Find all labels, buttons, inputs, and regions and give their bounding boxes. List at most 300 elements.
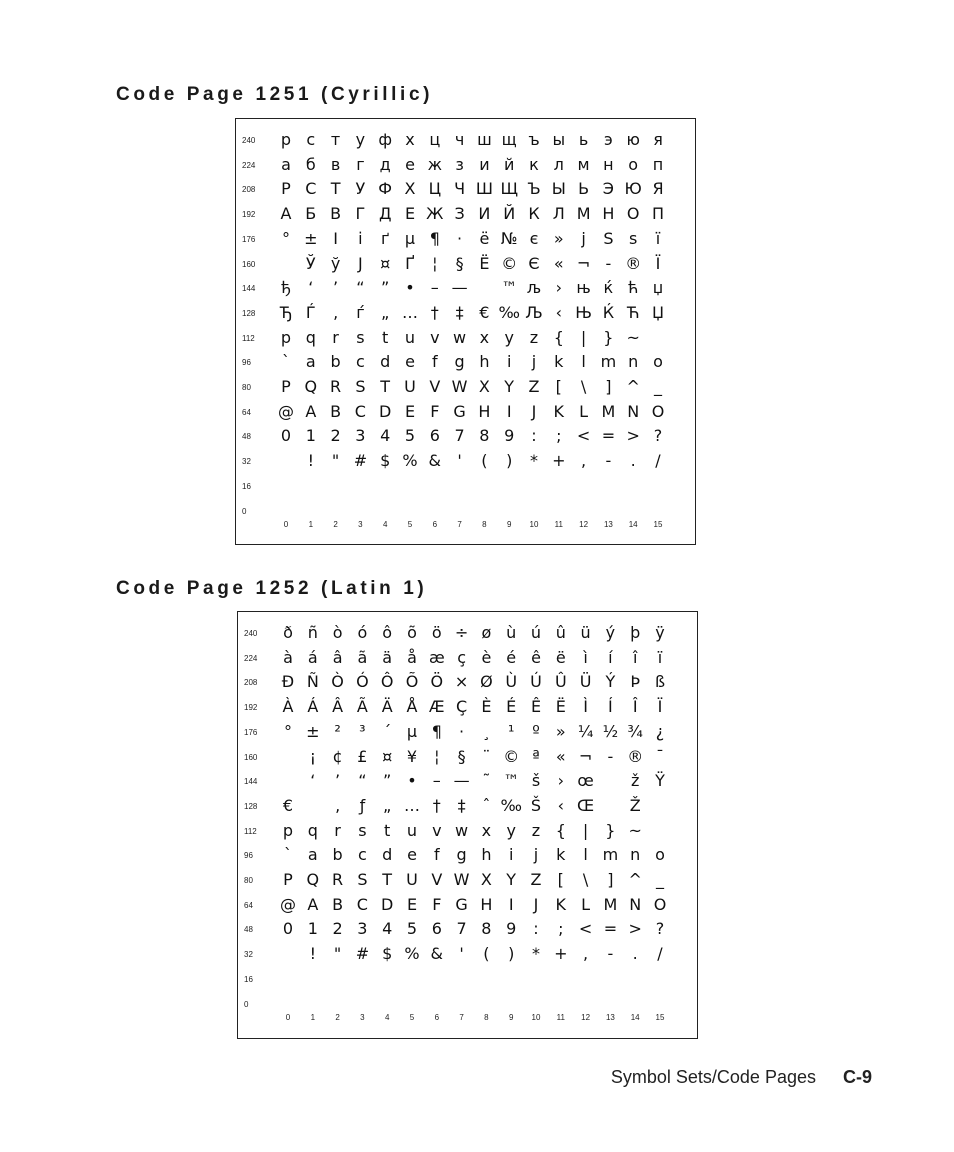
col-label: 10 xyxy=(531,1013,541,1023)
char-cell: ќ xyxy=(603,278,614,298)
char-cell: ґ xyxy=(380,228,390,248)
char-cell: Ò xyxy=(331,672,344,692)
char-cell: f xyxy=(433,845,440,865)
char-cell: m xyxy=(602,845,619,865)
char-cell: ÷ xyxy=(454,623,469,642)
char-cell: € xyxy=(479,302,490,322)
char-cell: у xyxy=(355,130,366,149)
char-cell: ü xyxy=(580,623,591,642)
char-cell: > xyxy=(626,426,640,446)
char-cell: ç xyxy=(457,647,466,667)
char-cell: - xyxy=(605,253,612,273)
char-cell: p xyxy=(282,820,294,840)
char-cell: | xyxy=(580,327,587,347)
char-cell: z xyxy=(529,327,539,347)
char-cell: Ю xyxy=(624,179,642,199)
char-cell: ó xyxy=(357,623,368,642)
char-cell: = xyxy=(603,919,618,939)
char-cell: ± xyxy=(306,721,320,741)
char-cell: N xyxy=(627,401,640,421)
char-cell: ² xyxy=(334,721,341,741)
char-cell: B xyxy=(332,894,344,914)
char-cell: Ґ xyxy=(405,253,415,273)
char-cell: ч xyxy=(454,130,465,149)
char-cell: L xyxy=(579,401,589,421)
char-cell: K xyxy=(555,894,567,914)
char-cell: Á xyxy=(307,697,319,717)
char-cell: В xyxy=(330,204,342,224)
char-cell: T xyxy=(380,377,391,396)
char-cell: y xyxy=(506,820,516,840)
char-cell: Ш xyxy=(475,179,493,199)
char-cell: x xyxy=(479,327,490,347)
char-cell: т xyxy=(330,130,341,149)
char-cell: + xyxy=(554,944,568,964)
char-cell: · xyxy=(457,228,463,248)
char-cell: г xyxy=(356,154,365,174)
char-cell: м xyxy=(577,154,590,174)
char-cell: ö xyxy=(431,623,442,642)
char-cell: I xyxy=(506,401,512,421)
char-cell: Љ xyxy=(525,302,543,322)
char-cell: » xyxy=(555,721,566,741)
col-label: 4 xyxy=(382,520,388,530)
char-cell: R xyxy=(332,870,344,889)
char-cell: r xyxy=(332,327,339,347)
char-cell: ¤ xyxy=(382,746,393,766)
char-cell: d xyxy=(380,352,391,372)
char-cell: Q xyxy=(306,870,320,889)
char-cell: Т xyxy=(330,179,341,199)
col-label: 6 xyxy=(434,1013,440,1023)
char-cell: ž xyxy=(630,771,640,791)
char-cell: ¦ xyxy=(432,253,438,273)
col-label: 15 xyxy=(655,1013,665,1023)
char-cell: 0 xyxy=(280,426,292,446)
char-cell: e xyxy=(405,352,415,372)
char-cell: ¿ xyxy=(655,721,665,741)
char-cell: Ъ xyxy=(527,179,541,199)
char-cell: ѕ xyxy=(629,228,638,248)
char-cell: ë xyxy=(555,647,566,667)
char-cell: ' xyxy=(457,451,462,471)
char-cell: R xyxy=(330,377,342,396)
char-cell: Ђ xyxy=(279,302,293,322)
row-label: 192 xyxy=(242,210,256,220)
char-cell: X xyxy=(478,377,490,396)
char-cell: Д xyxy=(378,204,392,224)
row-label: 160 xyxy=(242,259,256,269)
char-cell: j xyxy=(531,352,537,372)
col-label: 15 xyxy=(653,520,663,530)
char-cell: ¬ xyxy=(578,746,593,766)
char-cell: ä xyxy=(382,647,393,667)
char-cell: Ц xyxy=(428,179,441,199)
char-cell: û xyxy=(555,623,566,642)
char-cell: £ xyxy=(357,746,368,766)
cp1252-heading: Code Page 1252 (Latin 1) xyxy=(116,578,428,599)
char-cell: N xyxy=(629,894,642,914)
char-cell: л xyxy=(553,154,564,174)
char-cell: Х xyxy=(404,179,416,199)
char-cell: 0 xyxy=(282,919,294,939)
char-cell: I xyxy=(508,894,514,914)
char-cell: • xyxy=(407,771,417,791)
char-cell: — xyxy=(451,278,468,298)
char-cell: l xyxy=(583,845,588,865)
char-cell: д xyxy=(379,154,391,174)
char-cell: 1 xyxy=(305,426,316,446)
char-cell: \ xyxy=(580,377,587,396)
char-cell: U xyxy=(406,870,418,889)
row-label: 64 xyxy=(242,407,251,417)
char-cell: х xyxy=(405,130,415,149)
char-cell: № xyxy=(500,228,518,248)
char-cell: ' xyxy=(459,944,464,964)
row-label: 208 xyxy=(244,678,258,688)
char-cell: ™ xyxy=(501,278,518,298)
char-cell: < xyxy=(576,426,591,446)
char-cell: & xyxy=(428,451,442,471)
char-cell: E xyxy=(406,894,418,914)
char-cell: ½ xyxy=(602,721,619,741)
char-cell: 6 xyxy=(431,919,442,939)
char-cell: y xyxy=(504,327,514,347)
char-cell: # xyxy=(353,451,368,471)
char-cell: & xyxy=(430,944,444,964)
char-cell: . xyxy=(632,944,638,964)
char-cell: щ xyxy=(501,130,517,149)
char-cell: и xyxy=(479,154,490,174)
char-cell: ‚ xyxy=(335,795,341,815)
char-cell: ш xyxy=(477,130,492,149)
char-cell: Ý xyxy=(605,672,616,692)
char-cell: † xyxy=(432,795,441,815)
char-cell: ý xyxy=(605,623,616,642)
char-cell: k xyxy=(556,845,566,865)
char-cell: Ø xyxy=(480,672,493,692)
col-label: 0 xyxy=(285,1013,291,1023)
row-label: 128 xyxy=(244,801,258,811)
char-cell: { xyxy=(553,327,564,347)
char-cell: Â xyxy=(332,697,344,717)
char-cell: ª xyxy=(532,746,540,766)
char-cell: [ xyxy=(557,870,564,889)
char-cell: a xyxy=(307,845,318,865)
char-cell: e xyxy=(407,845,417,865)
char-cell: U xyxy=(404,377,416,396)
col-label: 8 xyxy=(482,520,487,530)
char-cell: Ь xyxy=(578,179,590,199)
char-cell: u xyxy=(406,820,418,840)
char-cell: 8 xyxy=(481,919,492,939)
char-cell: Џ xyxy=(651,302,665,322)
char-cell: з xyxy=(455,154,464,174)
char-cell: Ö xyxy=(430,672,444,692)
char-cell: M xyxy=(603,894,618,914)
col-label: 13 xyxy=(605,1013,615,1023)
row-label: 112 xyxy=(244,826,257,836)
char-cell: x xyxy=(481,820,492,840)
char-cell: э xyxy=(604,130,613,149)
char-cell: њ xyxy=(576,278,591,298)
char-cell: } xyxy=(605,820,616,840)
cp1251-table-box xyxy=(235,118,696,545)
char-cell: Ü xyxy=(579,672,592,692)
char-cell: Û xyxy=(554,672,567,692)
char-cell: ’ xyxy=(335,771,341,791)
char-cell: ѓ xyxy=(356,302,365,322)
footer-section-title: Symbol Sets/Code Pages xyxy=(610,1067,816,1087)
char-cell: › xyxy=(557,771,564,791)
char-cell: Ì xyxy=(583,697,588,717)
char-cell: À xyxy=(282,697,294,717)
char-cell: ) xyxy=(506,451,513,471)
char-cell: – xyxy=(432,771,441,791)
char-cell: К xyxy=(528,204,540,224)
char-cell: Í xyxy=(608,697,613,717)
char-cell: š xyxy=(531,771,541,791)
char-cell: F xyxy=(432,894,442,914)
char-cell: - xyxy=(605,451,612,471)
col-label: 7 xyxy=(457,520,462,530)
char-cell: i xyxy=(508,845,514,865)
char-cell: ! xyxy=(309,944,316,964)
char-cell: Ч xyxy=(454,179,466,199)
char-cell: Z xyxy=(528,377,540,396)
char-cell: á xyxy=(307,647,318,667)
char-cell: 6 xyxy=(429,426,440,446)
char-cell: j xyxy=(533,845,539,865)
col-label: 1 xyxy=(310,1013,316,1023)
char-cell: ф xyxy=(378,130,393,149)
char-cell: A xyxy=(307,894,319,914)
char-cell: ù xyxy=(506,623,517,642)
char-cell: C xyxy=(354,401,366,421)
char-cell: Ў xyxy=(305,253,316,273)
char-cell: ™ xyxy=(503,771,520,791)
char-cell: Õ xyxy=(405,672,419,692)
char-cell: ^ xyxy=(628,870,642,889)
cp1251-heading: Code Page 1251 (Cyrillic) xyxy=(116,84,434,105)
char-cell: @ xyxy=(280,894,296,914)
char-cell: ж xyxy=(427,154,442,174)
char-cell: ¨ xyxy=(482,746,491,766)
char-cell: œ xyxy=(577,771,594,791)
char-cell: Э xyxy=(602,179,614,199)
char-cell: , xyxy=(581,451,587,471)
char-cell: " xyxy=(331,451,340,471)
char-cell: ƒ xyxy=(359,795,366,815)
char-cell: § xyxy=(457,746,466,766)
char-cell: ¢ xyxy=(332,746,343,766)
char-cell: ´ xyxy=(383,721,392,741)
char-cell: # xyxy=(355,944,370,964)
row-label: 96 xyxy=(242,358,251,368)
char-cell: J xyxy=(531,401,537,421)
char-cell: З xyxy=(454,204,465,224)
char-cell: ; xyxy=(556,426,562,446)
char-cell: q xyxy=(305,327,316,347)
char-cell: * xyxy=(530,451,538,471)
char-cell: ~ xyxy=(628,820,642,840)
char-cell: Ã xyxy=(356,697,368,717)
char-cell: W xyxy=(451,377,468,396)
char-cell: H xyxy=(480,894,493,914)
char-cell: L xyxy=(581,894,591,914)
char-cell: Ф xyxy=(378,179,393,199)
char-cell: … xyxy=(404,795,420,815)
char-cell: © xyxy=(501,253,518,273)
row-label: 96 xyxy=(244,851,253,861)
char-cell: b xyxy=(332,845,343,865)
char-cell: ў xyxy=(330,253,341,273)
char-cell: Ð xyxy=(281,672,295,692)
row-label: 176 xyxy=(242,234,256,244)
char-cell: Š xyxy=(530,795,542,815)
char-cell: ) xyxy=(508,944,515,964)
char-cell: „ xyxy=(381,302,390,322)
row-label: 160 xyxy=(244,752,258,762)
char-cell: ь xyxy=(578,130,589,149)
char-cell: Я xyxy=(652,179,664,199)
char-cell: ? xyxy=(653,426,663,446)
char-cell: 1 xyxy=(307,919,318,939)
char-cell: ° xyxy=(284,721,292,741)
char-cell: ї xyxy=(655,228,661,248)
char-cell: М xyxy=(576,204,591,224)
char-cell: } xyxy=(603,327,614,347)
row-label: 0 xyxy=(244,999,249,1009)
char-cell: P xyxy=(283,870,293,889)
char-cell: g xyxy=(456,845,467,865)
char-cell: 4 xyxy=(380,426,391,446)
char-cell: K xyxy=(553,401,565,421)
col-label: 5 xyxy=(407,520,413,530)
char-cell: W xyxy=(453,870,470,889)
char-cell: Þ xyxy=(630,672,641,692)
char-cell: Ѓ xyxy=(305,302,316,322)
char-cell: D xyxy=(379,401,392,421)
char-cell: È xyxy=(481,697,492,717)
char-cell: † xyxy=(430,302,439,322)
char-cell: é xyxy=(506,647,517,667)
char-cell: Р xyxy=(281,179,291,199)
char-cell: ( xyxy=(483,944,490,964)
char-cell: + xyxy=(552,451,566,471)
char-cell: / xyxy=(655,451,661,471)
char-cell: Ћ xyxy=(626,302,640,322)
row-label: 32 xyxy=(244,950,253,960)
row-label: 144 xyxy=(244,777,258,787)
char-cell: Ç xyxy=(456,697,468,717)
char-cell: Ё xyxy=(479,253,490,273)
char-cell: S xyxy=(357,870,368,889)
char-cell: 7 xyxy=(454,426,465,446)
char-cell: k xyxy=(554,352,564,372)
char-cell: å xyxy=(407,647,417,667)
char-cell: 8 xyxy=(479,426,490,446)
char-cell: Е xyxy=(404,204,416,224)
char-cell: ` xyxy=(284,845,292,865)
row-label: 80 xyxy=(244,876,253,885)
char-cell: ‚ xyxy=(333,302,339,322)
char-cell: G xyxy=(453,401,466,421)
char-cell: Ê xyxy=(530,697,542,717)
char-cell: 5 xyxy=(404,426,416,446)
char-cell: Ù xyxy=(505,672,518,692)
char-cell: ô xyxy=(382,623,393,642)
char-cell: Ñ xyxy=(306,672,319,692)
char-cell: ] xyxy=(605,377,612,396)
char-cell: Ј xyxy=(358,253,363,273)
row-label: 80 xyxy=(242,383,251,392)
char-cell: Й xyxy=(503,204,516,224)
row-label: 128 xyxy=(242,308,256,318)
char-cell: $ xyxy=(382,944,393,964)
char-cell: С xyxy=(305,179,317,199)
char-cell: „ xyxy=(383,795,392,815)
char-cell: Ї xyxy=(655,253,661,273)
char-cell: ³ xyxy=(359,721,366,741)
char-cell: ¸ xyxy=(482,721,491,741)
col-label: 1 xyxy=(308,520,314,530)
char-cell: @ xyxy=(278,401,294,421)
row-label: 32 xyxy=(242,457,251,467)
char-cell: ¾ xyxy=(627,721,643,741)
char-cell: þ xyxy=(630,623,641,642)
char-cell: є xyxy=(529,228,539,248)
char-cell: i xyxy=(506,352,512,372)
char-cell: ‡ xyxy=(457,795,466,815)
row-label: 240 xyxy=(244,629,258,638)
row-label: 16 xyxy=(242,481,251,491)
char-cell: ® xyxy=(627,746,644,766)
char-cell: 3 xyxy=(357,919,368,939)
char-cell: z xyxy=(531,820,541,840)
char-cell: H xyxy=(478,401,491,421)
char-cell: Œ xyxy=(577,795,595,815)
char-cell: V xyxy=(429,377,441,396)
char-cell: o xyxy=(653,352,663,372)
char-cell: · xyxy=(459,721,465,741)
char-cell: P xyxy=(281,377,291,396)
char-cell: É xyxy=(506,697,517,717)
char-cell: w xyxy=(453,327,467,347)
row-label: 240 xyxy=(242,136,256,145)
char-cell: ð xyxy=(283,623,293,642)
char-cell: ¥ xyxy=(406,746,418,766)
char-cell: µ xyxy=(404,228,416,248)
char-cell: ì xyxy=(583,647,588,667)
char-cell: Н xyxy=(602,204,615,224)
col-label: 2 xyxy=(333,520,338,530)
char-cell: ; xyxy=(558,919,564,939)
char-cell: Ë xyxy=(555,697,566,717)
char-cell: m xyxy=(600,352,617,372)
char-cell: ß xyxy=(654,672,666,692)
char-cell: O xyxy=(653,894,667,914)
col-label: 5 xyxy=(409,1013,415,1023)
char-cell: 4 xyxy=(382,919,393,939)
char-cell: У xyxy=(355,179,366,199)
char-cell: ? xyxy=(655,919,665,939)
char-cell: ћ xyxy=(627,278,639,298)
char-cell: > xyxy=(628,919,642,939)
char-cell: < xyxy=(578,919,593,939)
char-cell: | xyxy=(582,820,589,840)
char-cell: J xyxy=(533,894,539,914)
